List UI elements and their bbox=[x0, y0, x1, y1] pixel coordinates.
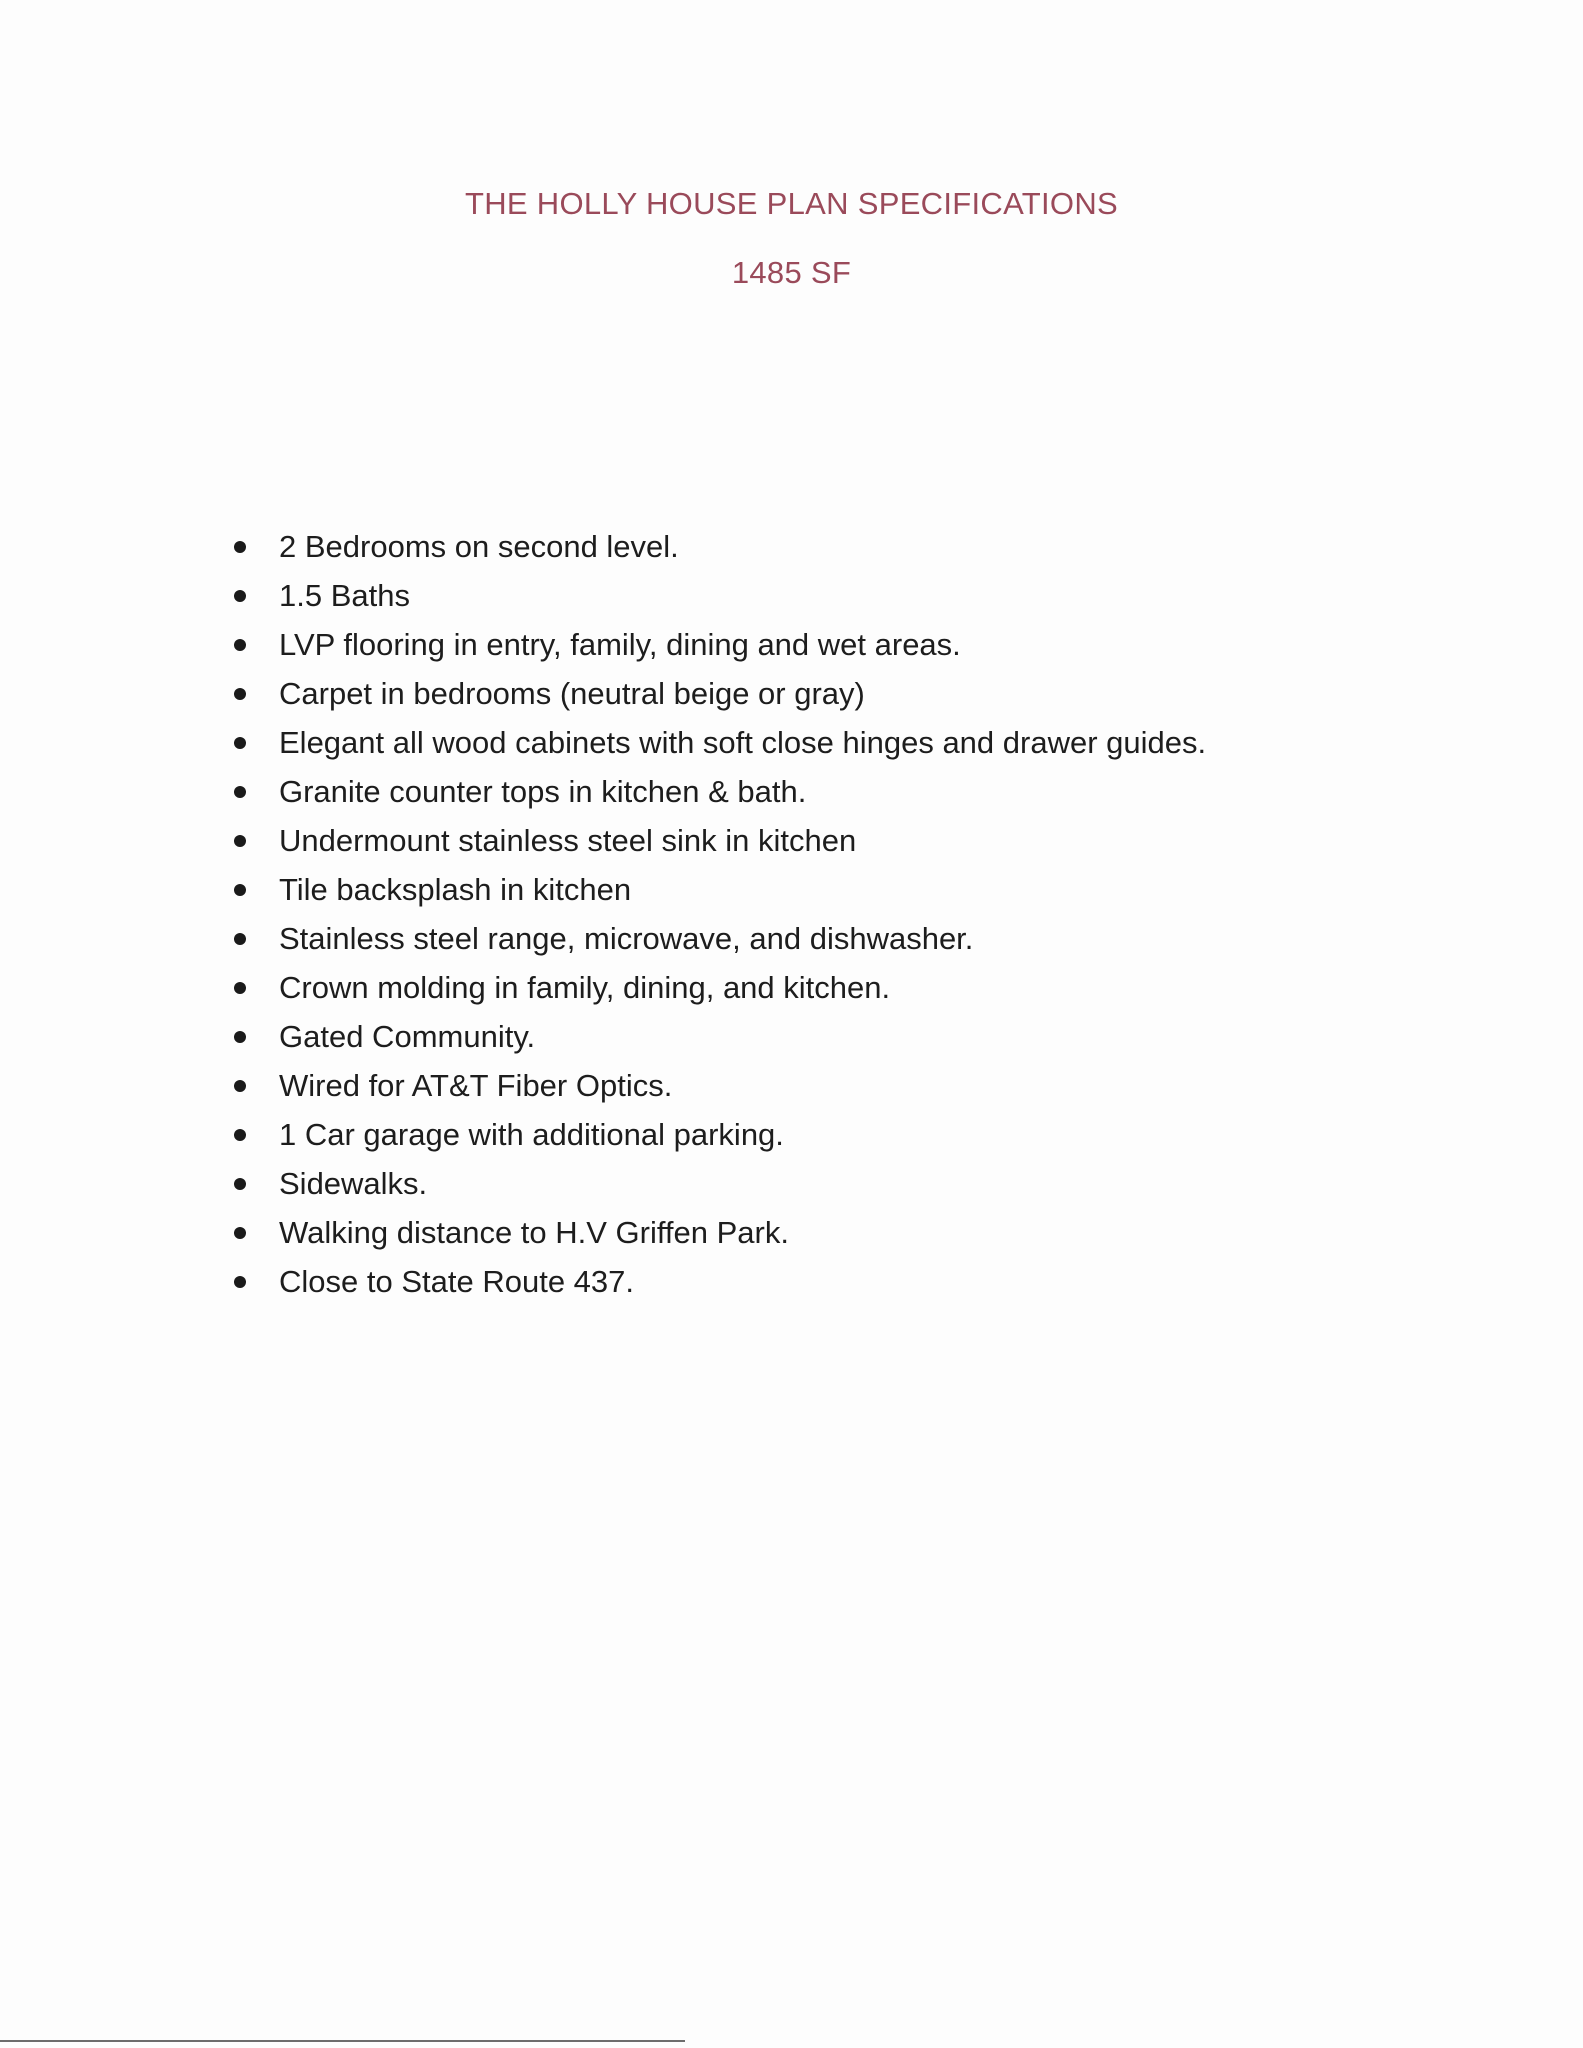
list-item bbox=[226, 669, 1206, 718]
bullet-icon bbox=[234, 1080, 246, 1092]
scan-edge-line bbox=[0, 2040, 685, 2042]
bullet-icon bbox=[234, 982, 246, 994]
list-item bbox=[226, 767, 1206, 816]
list-item bbox=[226, 914, 1206, 963]
list-item-text: Carpet in bedrooms (neutral beige or gray) bbox=[279, 676, 865, 711]
list-item bbox=[226, 1012, 1206, 1061]
bullet-icon bbox=[234, 541, 246, 553]
list-item-text: Elegant all wood cabinets with soft close hinges and drawer guides. bbox=[279, 725, 1207, 760]
list-item bbox=[226, 571, 1206, 620]
list-item-text: 2 Bedrooms on second level. bbox=[279, 529, 679, 564]
bullet-icon bbox=[234, 884, 246, 896]
bullet-icon bbox=[234, 1276, 246, 1288]
list-item-text: Walking distance to H.V Griffen Park. bbox=[279, 1215, 789, 1250]
list-item-text: 1.5 Baths bbox=[279, 578, 410, 613]
document-title: THE HOLLY HOUSE PLAN SPECIFICATIONS bbox=[464, 186, 1119, 221]
list-item-text: Wired for AT&T Fiber Optics. bbox=[279, 1068, 673, 1103]
list-item-text: Tile backsplash in kitchen bbox=[279, 872, 632, 907]
list-item-text: Close to State Route 437. bbox=[279, 1264, 635, 1299]
list-item bbox=[226, 963, 1206, 1012]
bullet-icon bbox=[234, 688, 246, 700]
bullet-icon bbox=[234, 835, 246, 847]
bullet-icon bbox=[234, 1129, 246, 1141]
list-item-text: Sidewalks. bbox=[279, 1166, 428, 1201]
list-item bbox=[226, 1208, 1206, 1257]
bullet-icon bbox=[234, 737, 246, 749]
list-item-text: Gated Community. bbox=[279, 1019, 536, 1054]
list-item-text: Undermount stainless steel sink in kitchen bbox=[279, 823, 857, 858]
specification-list bbox=[226, 522, 1206, 1306]
list-item bbox=[226, 1159, 1206, 1208]
list-item bbox=[226, 718, 1206, 767]
list-item bbox=[226, 1257, 1206, 1306]
list-item bbox=[226, 1110, 1206, 1159]
list-item-text: LVP flooring in entry, family, dining and wet areas. bbox=[279, 627, 961, 662]
bullet-icon bbox=[234, 1227, 246, 1239]
list-item-text: Granite counter tops in kitchen & bath. bbox=[279, 774, 807, 809]
list-item bbox=[226, 620, 1206, 669]
bullet-icon bbox=[234, 786, 246, 798]
bullet-icon bbox=[234, 639, 246, 651]
bullet-icon bbox=[234, 1178, 246, 1190]
list-item-text: Crown molding in family, dining, and kitchen. bbox=[279, 970, 891, 1005]
list-item bbox=[226, 816, 1206, 865]
bullet-icon bbox=[234, 1031, 246, 1043]
list-item bbox=[226, 522, 1206, 571]
bullet-icon bbox=[234, 933, 246, 945]
bullet-icon bbox=[234, 590, 246, 602]
square-footage: 1485 SF bbox=[731, 255, 852, 290]
list-item-text: 1 Car garage with additional parking. bbox=[279, 1117, 784, 1152]
list-item bbox=[226, 1061, 1206, 1110]
list-item bbox=[226, 865, 1206, 914]
list-item-text: Stainless steel range, microwave, and dishwasher. bbox=[279, 921, 974, 956]
